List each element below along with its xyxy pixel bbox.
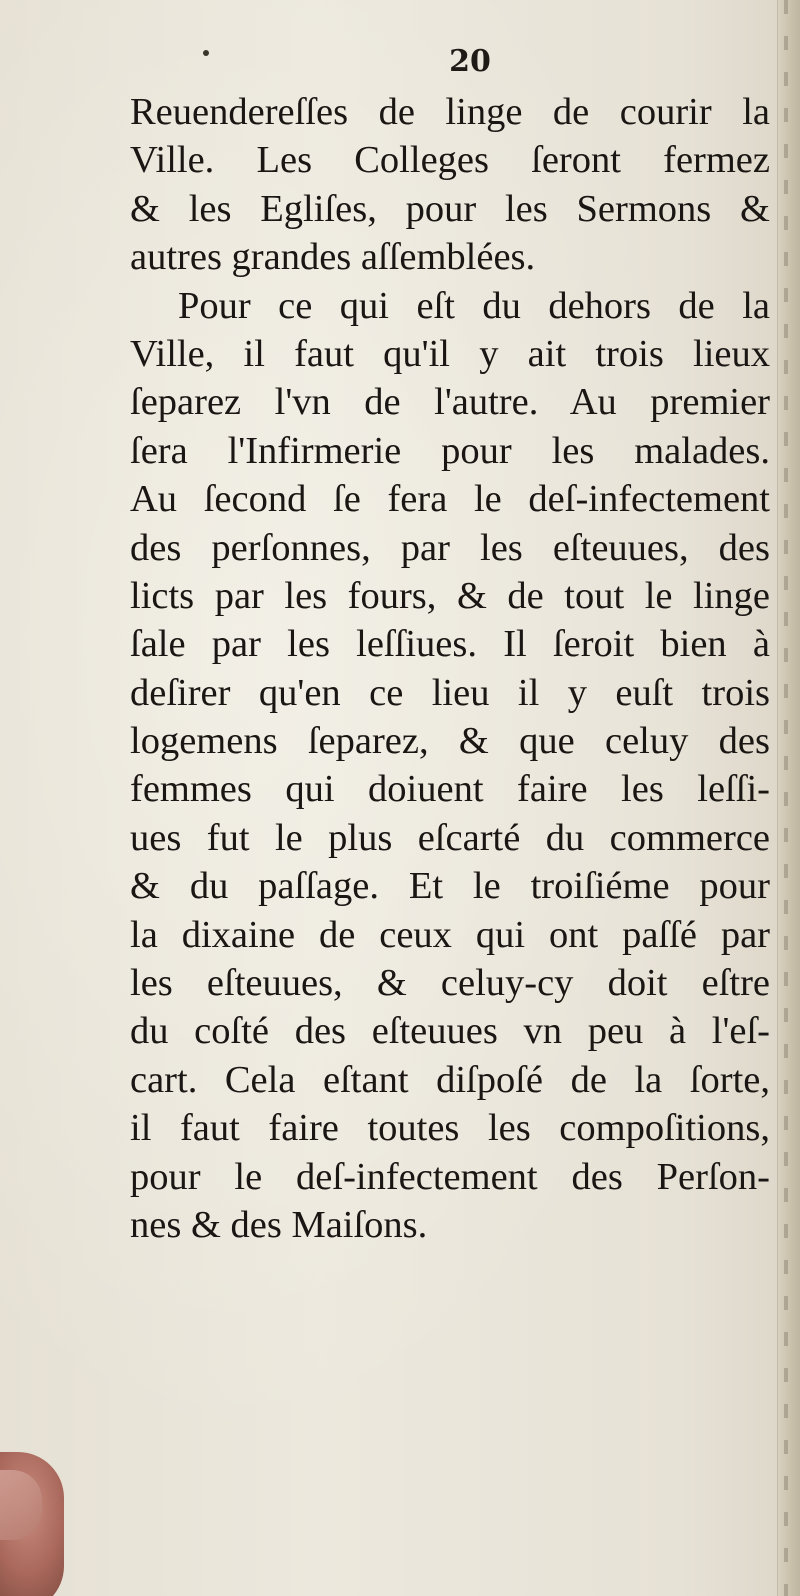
- text-line: des perſonnes, par les eſteuues, des: [130, 526, 770, 569]
- text-line: Ville. Les Colleges ſeront fermez: [130, 139, 770, 182]
- text-line: la dixaine de ceux qui ont paſſé par: [130, 913, 770, 956]
- text-line: il faut faire toutes les compoſitions,: [130, 1107, 770, 1150]
- text-line: Au ſecond ſe fera le deſ-infectement: [130, 478, 770, 521]
- text-line: femmes qui doiuent faire les leſſi-: [130, 768, 770, 811]
- text-line: & les Egliſes, pour les Sermons &: [130, 187, 770, 230]
- text-line: pour le deſ-infectement des Perſon-: [130, 1155, 770, 1198]
- text-line: du coſté des eſteuues vn peu à l'eſ-: [130, 1010, 770, 1053]
- page-number: 20: [449, 44, 491, 79]
- text-line: ſale par les leſſiues. Il ſeroit bien à: [130, 623, 770, 666]
- text-line: logemens ſeparez, & que celuy des: [130, 720, 770, 763]
- text-line: nes & des Maiſons.: [130, 1203, 428, 1246]
- text-line: Pour ce qui eſt du dehors de la: [178, 284, 770, 327]
- text-line: Reuendereſſes de linge de courir la: [130, 91, 770, 133]
- text-line: les eſteuues, & celuy-cy doit eſtre: [130, 962, 770, 1005]
- text-line: ues fut le plus eſcarté du commerce: [130, 816, 770, 859]
- text-line: cart. Cela eſtant diſpoſé de la ſorte,: [130, 1058, 770, 1101]
- ink-speck: [203, 50, 209, 56]
- text-line: & du paſſage. Et le troiſiéme pour: [130, 865, 770, 908]
- text-line: licts par les fours, & de tout le linge: [130, 574, 770, 617]
- body-text: [130, 88, 770, 1249]
- text-line: Ville, il faut qu'il y ait trois lieux: [130, 332, 770, 375]
- text-line: ſeparez l'vn de l'autre. Au premier: [130, 381, 770, 424]
- text-line: ſera l'Infirmerie pour les malades.: [130, 429, 770, 472]
- text-line: deſirer qu'en ce lieu il y euſt trois: [130, 671, 770, 714]
- page-gutter: [777, 0, 800, 1596]
- text-line: autres grandes aſſemblées.: [130, 236, 536, 279]
